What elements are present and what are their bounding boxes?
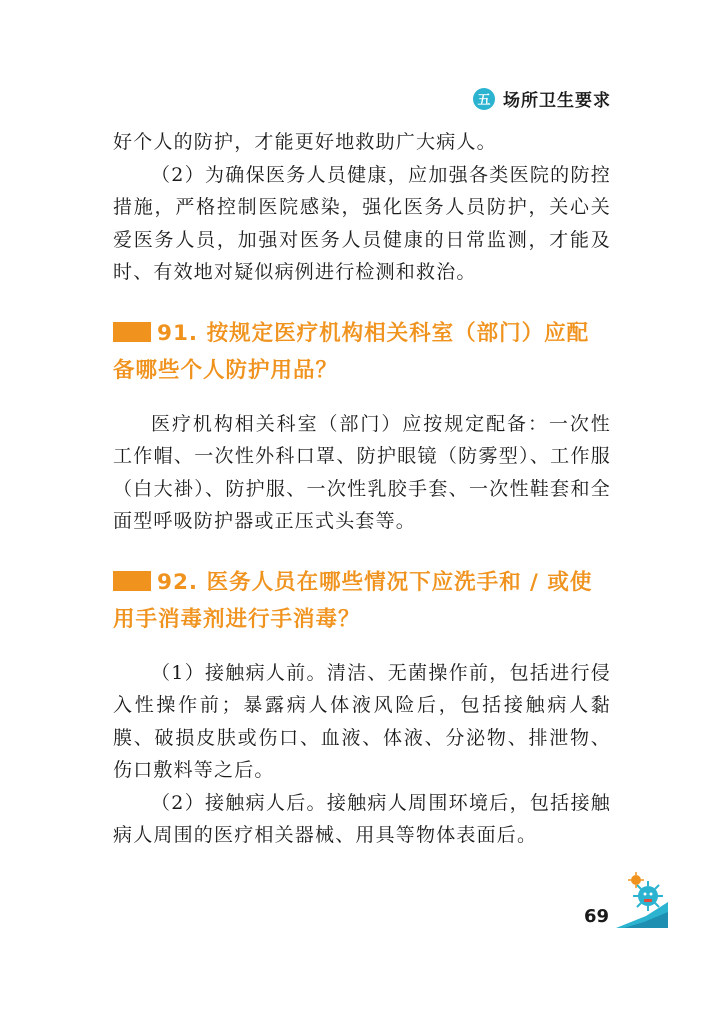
running-header xyxy=(473,86,611,111)
page-number: 69 xyxy=(584,906,610,927)
answer-paragraph-92-1: （1）接触病人前。清洁、无菌操作前，包括进行侵入性操作前；暴露病人体液风险后，包括接触病人黏膜、破损皮肤或伤口、血液、体液、分泌物、排泄物、伤口敷料等之后。 xyxy=(113,661,611,781)
question-title-92: 92. 医务人员在哪些情况下应洗手和 / 或使用手消毒剂进行手消毒？ xyxy=(113,569,593,632)
chapter-number-badge: 五 xyxy=(473,88,495,110)
answer-paragraph-91: 医疗机构相关科室（部门）应按规定配备：一次性工作帽、一次性外科口罩、防护眼镜（防雾型）、工作服（白大褂）、防护服、一次性乳胶手套、一次性鞋套和全面型呼吸防护器或正压式头套等。 xyxy=(113,412,611,532)
answer-paragraph-92-2: （2）接触病人后。接触病人周围环境后，包括接触病人周围的医疗相关器械、用具等物体表面后。 xyxy=(113,791,611,846)
question-heading-92 xyxy=(113,564,611,638)
question-heading-91 xyxy=(113,315,611,389)
virus-decoration-icon xyxy=(616,872,668,928)
heading-marker xyxy=(113,322,151,342)
paragraph: （2）为确保医务人员健康，应加强各类医院的防控措施，严格控制医院感染，强化医务人员防护，关心关爱医务人员，加强对医务人员健康的日常监测，才能及时、有效地对疑似病例进行检测和救治。 xyxy=(113,163,611,283)
heading-marker xyxy=(113,571,151,591)
question-title-91: 91. 按规定医疗机构相关科室（部门）应配备哪些个人防护用品？ xyxy=(113,320,590,383)
page-body xyxy=(113,126,611,852)
paragraph-continued: 好个人的防护，才能更好地救助广大病人。 xyxy=(113,131,497,153)
chapter-title: 场所卫生要求 xyxy=(503,91,611,111)
